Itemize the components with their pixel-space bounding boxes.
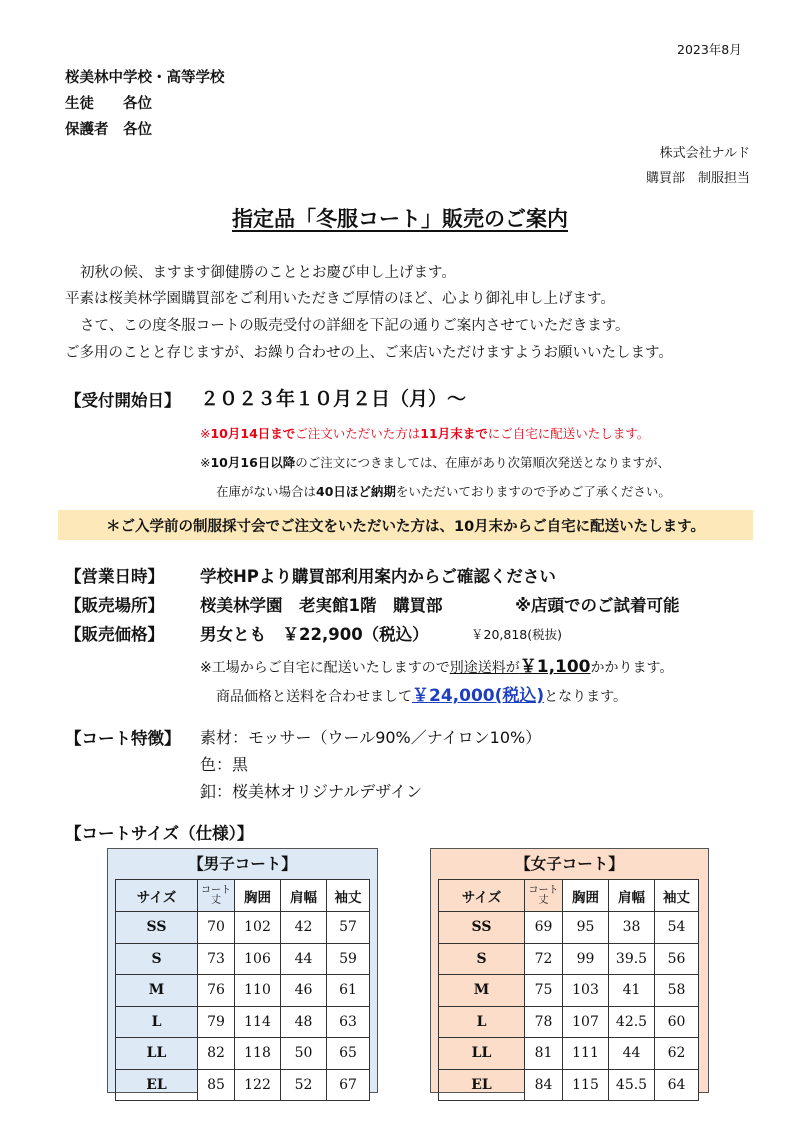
col-chest: 胸囲	[235, 880, 281, 912]
table-row: LL 82 118 50 65	[116, 1038, 370, 1070]
feature-button: 釦：桜美林オリジナルデザイン	[200, 782, 423, 801]
table-row: S 73 106 44 59	[116, 943, 370, 975]
women-table-title: 【女子コート】	[515, 855, 624, 873]
men-table-header	[116, 880, 370, 912]
col-length: コート丈	[525, 880, 563, 912]
col-sleeve: 袖丈	[327, 880, 370, 912]
document-date: 2023年8月	[677, 42, 742, 57]
table-row: M 75 103 41 58	[439, 975, 699, 1007]
table-row: EL 85 122 52 67	[116, 1069, 370, 1101]
notice-banner: ＊ご入学前の制服採寸会でご注文をいただいた方は、10月末からご自宅に配送いたします。	[105, 519, 705, 535]
sender-company: 株式会社ナルド	[659, 146, 750, 161]
reception-date: ２０２３年１０月２日（月）～	[200, 388, 467, 410]
price-excl-tax: ￥20,818(税抜)	[471, 627, 562, 642]
business-hours-value: 学校HPより購買部利用案内からご確認ください	[200, 567, 556, 586]
table-row: SS 70 102 42 57	[116, 912, 370, 944]
reception-note-3: 在庫がない場合は40日ほど納期をいただいておりますので予めご了承ください。	[216, 484, 671, 499]
shipping-note: ※工場からご自宅に配送いたしますので別途送料が￥1,100かかります。	[200, 657, 674, 677]
features-label: 【コート特徴】	[65, 729, 181, 748]
intro-line-4: ご多用のことと存じますが、お繰り合わせの上、ご来店いただけますようお願いいたします。	[65, 345, 673, 361]
business-hours-label: 【営業日時】	[65, 567, 164, 586]
table-row: SS 69 95 38 54	[439, 912, 699, 944]
recipient-school: 桜美林中学校・高等学校	[65, 70, 225, 86]
intro-line-1: 初秋の候、ますます御健勝のこととお慶び申し上げます。	[80, 265, 456, 281]
recipient-students: 生徒 各位	[65, 96, 152, 112]
sales-place-note: ※店頭でのご試着可能	[515, 596, 680, 615]
men-size-table	[107, 848, 378, 1093]
price-value: 男女とも ￥22,900（税込）	[200, 625, 429, 644]
women-size-grid	[438, 879, 699, 1101]
table-row: EL 84 115 45.5 64	[439, 1069, 699, 1101]
feature-material: 素材：モッサー（ウール90%／ナイロン10%）	[200, 728, 542, 747]
col-chest: 胸囲	[563, 880, 609, 912]
women-table-header	[439, 880, 699, 912]
reception-note-1: ※10月14日までご注文いただいた方は11月末までにご自宅に配送いたします。	[200, 426, 650, 441]
sender-department: 購買部 制服担当	[645, 171, 750, 186]
women-size-table	[430, 848, 709, 1093]
men-table-title: 【男子コート】	[188, 855, 297, 873]
intro-line-2: 平素は桜美林学園購買部をご利用いただきご厚情のほど、心より御礼申し上げます。	[65, 291, 615, 307]
col-size: サイズ	[116, 880, 198, 912]
col-size: サイズ	[439, 880, 525, 912]
price-label: 【販売価格】	[65, 625, 164, 644]
sales-place-label: 【販売場所】	[65, 596, 164, 615]
col-shoulder: 肩幅	[609, 880, 655, 912]
intro-line-3: さて、この度冬服コートの販売受付の詳細を下記の通りご案内させていただきます。	[80, 318, 630, 334]
feature-color: 色：黒	[200, 755, 249, 774]
table-row: M 76 110 46 61	[116, 975, 370, 1007]
table-row: S 72 99 39.5 56	[439, 943, 699, 975]
table-row: LL 81 111 44 62	[439, 1038, 699, 1070]
reception-note-2: ※10月16日以降のご注文につきましては、在庫があり次第順次発送となりますが、	[200, 455, 671, 470]
sales-place-value: 桜美林学園 老実館1階 購買部	[200, 596, 443, 615]
col-length: コート丈	[198, 880, 235, 912]
col-sleeve: 袖丈	[655, 880, 699, 912]
reception-label: 【受付開始日】	[65, 391, 181, 410]
table-row: L 79 114 48 63	[116, 1006, 370, 1038]
men-size-grid	[115, 879, 370, 1101]
col-shoulder: 肩幅	[281, 880, 327, 912]
size-heading: 【コートサイズ（仕様）】	[65, 824, 254, 843]
page-title: 指定品「冬服コート」販売のご案内	[232, 207, 568, 231]
total-note: 商品価格と送料を合わせまして￥24,000(税込)となります。	[216, 686, 628, 706]
table-row: L 78 107 42.5 60	[439, 1006, 699, 1038]
recipient-guardians: 保護者 各位	[65, 122, 152, 138]
